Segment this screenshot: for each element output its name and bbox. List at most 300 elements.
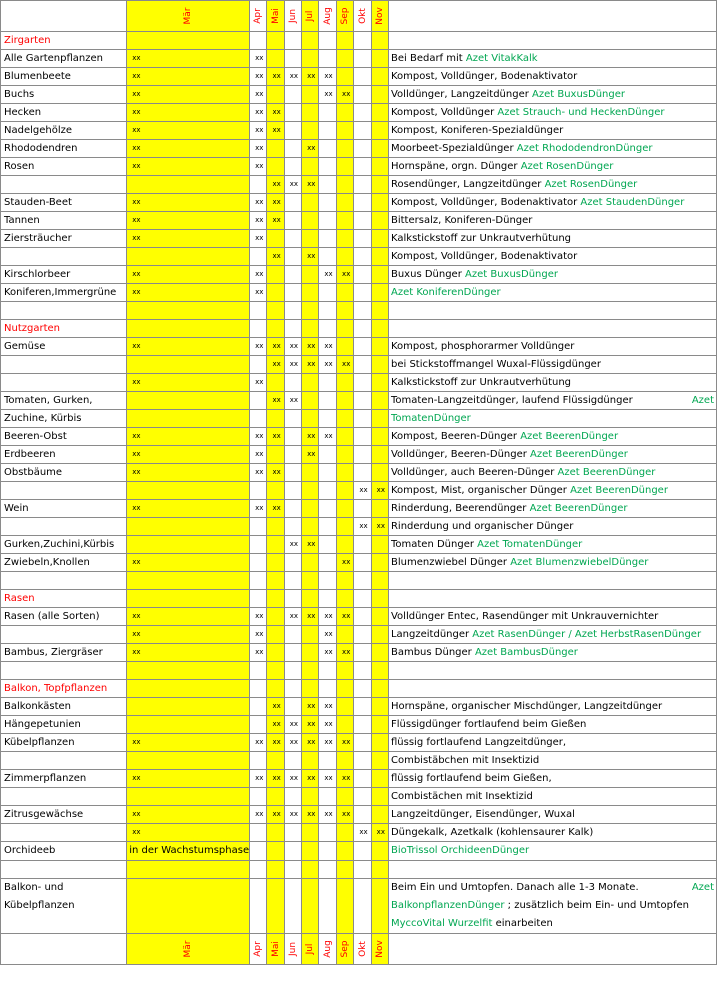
note-cell [388, 446, 716, 464]
mark-cell: xx [250, 770, 267, 788]
month-cell [337, 104, 354, 122]
month-cell [337, 626, 354, 644]
month-cell [127, 915, 250, 934]
month-cell [127, 518, 250, 536]
month-cell [337, 68, 354, 86]
mark-cell: xx [250, 140, 267, 158]
plant-name [1, 752, 127, 770]
month-label: Okt [357, 8, 368, 24]
month-cell [337, 230, 354, 248]
month-header-4 [302, 1, 319, 32]
month-cell [371, 861, 388, 879]
month-cell [371, 572, 388, 590]
month-cell [354, 230, 371, 248]
month-cell [319, 176, 337, 194]
month-header-0 [127, 1, 250, 32]
note-cell [388, 644, 716, 662]
month-cell [354, 536, 371, 554]
month-cell [371, 302, 388, 320]
month-cell [284, 879, 301, 898]
month-cell [284, 842, 301, 861]
note-text: Rinderdung, Beerendünger [390, 503, 530, 514]
note-cell [388, 500, 716, 518]
month-cell [267, 590, 284, 608]
table-row [1, 428, 717, 446]
table-row [1, 770, 717, 788]
month-cell [250, 356, 267, 374]
month-cell [267, 662, 284, 680]
table-row [1, 356, 717, 374]
month-cell [250, 788, 267, 806]
month-cell [354, 608, 371, 626]
mark-cell: xx [319, 806, 337, 824]
month-cell [354, 572, 371, 590]
month-cell [354, 86, 371, 104]
note-cell [388, 879, 716, 898]
month-cell [354, 644, 371, 662]
month-cell [302, 644, 319, 662]
mark-cell: xx [250, 284, 267, 302]
table-row [1, 50, 717, 68]
blank-row [1, 572, 717, 590]
month-cell [337, 861, 354, 879]
mark-cell: xx [127, 104, 250, 122]
note-text: Kompost, Beeren-Dünger [390, 431, 521, 442]
mark-cell: xx [250, 338, 267, 356]
month-cell [354, 32, 371, 50]
month-cell [354, 410, 371, 428]
mark-cell: xx [267, 428, 284, 446]
note-cell [388, 572, 716, 590]
mark-cell: xx [284, 806, 301, 824]
plant-name: Beeren-Obst [1, 428, 127, 446]
month-cell [302, 230, 319, 248]
month-cell [284, 428, 301, 446]
table-row [1, 554, 717, 572]
note-text: Kompost, Koniferen-Spezialdünger [390, 125, 564, 136]
month-cell [337, 428, 354, 446]
month-cell [267, 897, 284, 915]
month-cell [337, 320, 354, 338]
month-cell [284, 482, 301, 500]
name-cell [1, 572, 127, 590]
month-cell [267, 302, 284, 320]
month-cell [284, 32, 301, 50]
month-cell [284, 320, 301, 338]
note-text: Bambus Dünger [390, 647, 475, 658]
month-cell [284, 374, 301, 392]
table-row [1, 410, 717, 428]
section-title: Nutzgarten [1, 320, 127, 338]
mark-cell: xx [250, 104, 267, 122]
mark-cell: xx [302, 176, 319, 194]
month-cell [354, 698, 371, 716]
month-cell [284, 752, 301, 770]
plant-name: Zuchine, Kürbis [1, 410, 127, 428]
mark-cell: xx [302, 806, 319, 824]
plant-name [1, 374, 127, 392]
note-cell [388, 861, 716, 879]
mark-cell: xx [337, 806, 354, 824]
mark-cell: xx [302, 140, 319, 158]
note-text: Flüssigdünger fortlaufend beim Gießen [390, 719, 587, 730]
section-title: Balkon, Topfpflanzen [1, 680, 127, 698]
note-cell [388, 410, 716, 428]
month-cell [127, 590, 250, 608]
month-cell [284, 788, 301, 806]
mark-cell: xx [302, 608, 319, 626]
month-cell [302, 86, 319, 104]
note-text: Volldünger, auch Beeren-Dünger [390, 467, 558, 478]
note-cell [388, 284, 716, 302]
month-cell [371, 266, 388, 284]
month-cell [337, 915, 354, 934]
plant-name: Hängepetunien [1, 716, 127, 734]
mark-cell: xx [127, 446, 250, 464]
plant-name: Stauden-Beet [1, 194, 127, 212]
month-cell [250, 752, 267, 770]
mark-cell: xx [250, 806, 267, 824]
plant-name [1, 626, 127, 644]
month-cell [127, 716, 250, 734]
table-row [1, 284, 717, 302]
mark-cell: xx [284, 68, 301, 86]
month-cell [319, 32, 337, 50]
plant-name: Tomaten, Gurken, [1, 392, 127, 410]
month-cell [354, 915, 371, 934]
month-cell [302, 122, 319, 140]
month-cell [319, 482, 337, 500]
month-cell [319, 861, 337, 879]
month-cell [127, 248, 250, 266]
mark-cell: xx [127, 86, 250, 104]
mark-cell: xx [127, 464, 250, 482]
mark-cell: xx [127, 644, 250, 662]
month-header-6 [337, 934, 354, 965]
section-row [1, 590, 717, 608]
month-cell [284, 266, 301, 284]
mark-cell: xx [127, 500, 250, 518]
month-cell [337, 482, 354, 500]
note-cell [388, 806, 716, 824]
month-cell [302, 302, 319, 320]
blank-row [1, 662, 717, 680]
note-cell [388, 86, 716, 104]
table-row [1, 788, 717, 806]
mark-cell: xx [267, 356, 284, 374]
month-label: Jun [287, 941, 298, 957]
mark-cell: xx [250, 158, 267, 176]
month-cell [319, 284, 337, 302]
plant-name [1, 356, 127, 374]
note-text: Kompost, Volldünger [390, 107, 498, 118]
note-cell [388, 302, 716, 320]
note-text: bei Stickstoffmangel Wuxal-Flüssigdünger [390, 359, 601, 370]
month-cell [319, 248, 337, 266]
note-text: Bittersalz, Koniferen-Dünger [390, 215, 533, 226]
mark-cell: xx [371, 482, 388, 500]
mark-cell: xx [267, 68, 284, 86]
month-cell [371, 392, 388, 410]
month-cell [267, 608, 284, 626]
month-cell [302, 915, 319, 934]
mark-cell: xx [337, 734, 354, 752]
note-text: Volldünger, Langzeitdünger [390, 89, 533, 100]
table-row [1, 374, 717, 392]
month-cell [250, 392, 267, 410]
month-header-2 [267, 1, 284, 32]
note-cell [388, 464, 716, 482]
month-cell [127, 320, 250, 338]
month-cell [267, 86, 284, 104]
note-text: Kompost, Volldünger, Bodenaktivator [390, 251, 578, 262]
mark-cell: xx [284, 608, 301, 626]
span-text: in der Wachstumsphase [129, 845, 250, 856]
month-header-row [1, 934, 717, 965]
note-cell [388, 122, 716, 140]
note-cell [388, 356, 716, 374]
month-cell [284, 644, 301, 662]
month-cell [337, 788, 354, 806]
plant-name: Ziersträucher [1, 230, 127, 248]
mark-cell: xx [284, 338, 301, 356]
month-cell [250, 176, 267, 194]
month-cell [337, 698, 354, 716]
month-cell [319, 410, 337, 428]
month-cell [371, 32, 388, 50]
month-label: Apr [253, 941, 264, 957]
month-cell [250, 482, 267, 500]
mark-cell: xx [302, 338, 319, 356]
month-cell [371, 536, 388, 554]
month-cell [319, 518, 337, 536]
month-cell [354, 464, 371, 482]
brand-text: Azet BeerenDünger [570, 485, 668, 496]
month-cell [267, 824, 284, 842]
note-cell [388, 626, 716, 644]
mark-cell: xx [127, 770, 250, 788]
note-text: Hornspäne, orgn. Dünger [390, 161, 521, 172]
month-header-2 [267, 934, 284, 965]
plant-name: Zimmerpflanzen [1, 770, 127, 788]
blank-row [1, 861, 717, 879]
mark-cell: xx [267, 338, 284, 356]
note-cell [388, 915, 716, 934]
mark-cell: xx [337, 554, 354, 572]
month-cell [284, 284, 301, 302]
month-cell [302, 158, 319, 176]
month-cell [319, 842, 337, 861]
month-cell [319, 464, 337, 482]
month-header-8 [371, 1, 388, 32]
mark-cell: xx [284, 536, 301, 554]
month-cell [319, 446, 337, 464]
plant-name: Alle Gartenpflanzen [1, 50, 127, 68]
mark-cell: xx [319, 86, 337, 104]
mark-cell: xx [371, 824, 388, 842]
plant-name: Rasen (alle Sorten) [1, 608, 127, 626]
mark-cell: xx [250, 500, 267, 518]
month-cell [371, 212, 388, 230]
section-title: Rasen [1, 590, 127, 608]
month-label: Okt [357, 941, 368, 957]
month-cell [284, 212, 301, 230]
month-cell [319, 879, 337, 898]
month-cell [337, 824, 354, 842]
mark-cell: xx [250, 734, 267, 752]
month-cell [302, 284, 319, 302]
mark-cell: xx [267, 248, 284, 266]
month-cell [127, 897, 250, 915]
table-row [1, 716, 717, 734]
month-cell [371, 752, 388, 770]
month-cell [371, 608, 388, 626]
table-row [1, 266, 717, 284]
note-cell [388, 680, 716, 698]
month-cell [354, 194, 371, 212]
month-cell [302, 879, 319, 898]
month-cell [354, 50, 371, 68]
month-cell [319, 122, 337, 140]
mark-cell: xx [267, 698, 284, 716]
brand-text: Azet BuxusDünger [465, 269, 558, 280]
month-cell [371, 897, 388, 915]
month-cell [302, 897, 319, 915]
month-cell [354, 897, 371, 915]
plant-name: Blumenbeete [1, 68, 127, 86]
month-cell [337, 680, 354, 698]
mark-cell: xx [127, 284, 250, 302]
month-cell [319, 230, 337, 248]
note-text: Tomaten Dünger [390, 539, 478, 550]
month-cell [267, 410, 284, 428]
month-label: Nov [374, 7, 385, 25]
month-cell [284, 302, 301, 320]
note-text: Langzeitdünger, Eisendünger, Wuxal [390, 809, 575, 820]
month-cell [302, 194, 319, 212]
note-cell [388, 68, 716, 86]
brand-text: Azet BambusDünger [474, 647, 578, 658]
mark-cell: xx [250, 212, 267, 230]
mark-cell: xx [302, 248, 319, 266]
month-cell [250, 248, 267, 266]
note-cell [388, 897, 716, 915]
mark-cell: xx [371, 518, 388, 536]
mark-cell: xx [250, 266, 267, 284]
table-row [1, 248, 717, 266]
month-cell [302, 662, 319, 680]
month-cell [267, 680, 284, 698]
month-cell [267, 266, 284, 284]
note-cell [388, 662, 716, 680]
month-cell [267, 482, 284, 500]
month-cell [371, 356, 388, 374]
month-cell [319, 554, 337, 572]
mark-cell: xx [250, 374, 267, 392]
note-text: Volldünger Entec, Rasendünger mit Unkrauvernichter [390, 611, 659, 622]
brand-text: Azet KoniferenDünger [390, 287, 501, 298]
month-cell [302, 266, 319, 284]
note-cell [388, 176, 716, 194]
month-cell [267, 915, 284, 934]
month-cell [302, 752, 319, 770]
month-cell [250, 897, 267, 915]
note-cell [388, 734, 716, 752]
month-cell [127, 410, 250, 428]
month-cell [354, 500, 371, 518]
month-header-5 [319, 934, 337, 965]
month-cell [267, 140, 284, 158]
month-cell [319, 788, 337, 806]
table-row [1, 140, 717, 158]
plant-name: Balkon- und [1, 879, 127, 898]
note-cell [388, 158, 716, 176]
note-text: flüssig fortlaufend beim Gießen, [390, 773, 552, 784]
table-row [1, 194, 717, 212]
plant-name [1, 176, 127, 194]
month-cell [250, 410, 267, 428]
note-cell [388, 140, 716, 158]
month-label: Jun [287, 8, 298, 24]
mark-cell: xx [267, 122, 284, 140]
note-cell [388, 518, 716, 536]
month-cell [337, 518, 354, 536]
note-text: Combistächen mit Insektizid [390, 791, 533, 802]
month-cell [337, 464, 354, 482]
mark-cell: xx [250, 86, 267, 104]
note-text: Volldünger, Beeren-Dünger [390, 449, 531, 460]
mark-cell: xx [127, 230, 250, 248]
month-header-1 [250, 1, 267, 32]
month-cell [371, 122, 388, 140]
month-cell [319, 752, 337, 770]
table-row [1, 446, 717, 464]
month-cell [267, 446, 284, 464]
month-cell [267, 50, 284, 68]
brand-text: Azet TomatenDünger [477, 539, 583, 550]
plant-name: Koniferen,Immergrüne [1, 284, 127, 302]
note-cell [388, 392, 716, 410]
month-cell [267, 158, 284, 176]
month-cell [371, 626, 388, 644]
plant-name: Bambus, Ziergräser [1, 644, 127, 662]
month-cell [371, 734, 388, 752]
note-cell [388, 428, 716, 446]
note-cell [388, 716, 716, 734]
month-cell [337, 897, 354, 915]
mark-cell: xx [319, 698, 337, 716]
month-header-3 [284, 934, 301, 965]
mark-cell: xx [284, 392, 301, 410]
note-cell [388, 590, 716, 608]
month-cell [127, 662, 250, 680]
month-cell [371, 915, 388, 934]
brand-text: Azet RhododendronDünger [516, 143, 653, 154]
month-cell [267, 518, 284, 536]
month-cell [354, 879, 371, 898]
month-cell [284, 915, 301, 934]
month-cell [354, 176, 371, 194]
plant-name: Rhododendren [1, 140, 127, 158]
mark-cell: xx [250, 50, 267, 68]
month-label: Aug [322, 7, 333, 25]
month-cell [371, 500, 388, 518]
month-cell [337, 879, 354, 898]
month-header-3 [284, 1, 301, 32]
month-cell [127, 680, 250, 698]
brand-text: TomatenDünger [390, 413, 471, 424]
brand-text: Azet VitakKalk [465, 53, 538, 64]
